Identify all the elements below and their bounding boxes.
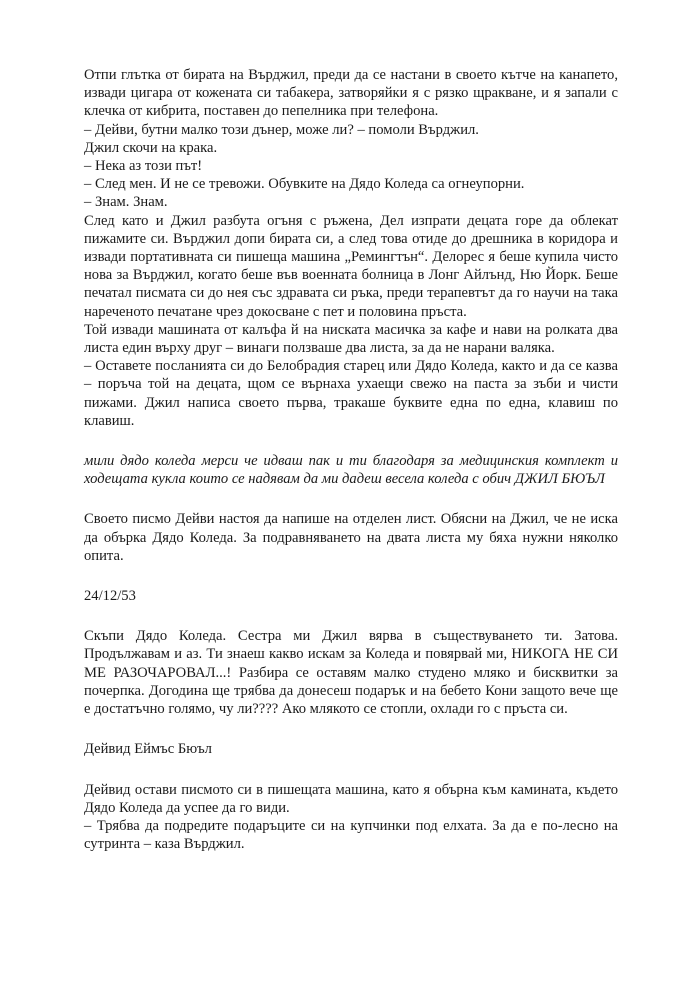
dialogue-line: – След мен. И не се тревожи. Обувките на Дядо Коледа са огнеупорни.: [84, 176, 525, 193]
paragraph: – Оставете посланията си до Белобрадия старец или Дядо Коледа, както и да се казва – поръча той на децата, щом се върнаха ухаещи свежо на паста за зъби и чисти пижами. Джил написа своето първа, тракаше буквите една по една, клавиш по клавиш.: [84, 358, 618, 429]
dialogue-line: – Трябва да подредите подаръците си на купчинки под елхата. За да е по-лесно на сутринта – каза Върджил.: [84, 817, 618, 853]
davey-letter: Скъпи Дядо Коледа. Сестра ми Джил вярва в съществуването ти. Затова. Продължавам и аз. Ти знаеш какво искам за Коледа и повярвай ми, НИКОГА НЕ СИ МЕ РАЗОЧАРОВАЛ...! Разбира се оставям малко студено мляко и бисквитки за почерпка. Догодина ще трябва да донесеш подарък и на бебето Кони защото вече ще е достатъчно голямо, чу ли???? Ако млякото се стопли, охлади го с пръста си.: [84, 628, 618, 718]
dialogue-line: – Дейви, бутни малко този дънер, може ли? – помоли Върджил.: [84, 121, 479, 138]
jill-letter: мили дядо коледа мерси че идваш пак и ти благодаря за медицинския комплект и ходещата кукла които се надявам да ми дадеш весела коледа с обич ДЖИЛ БЮЪЛ: [84, 453, 618, 488]
document-page: [84, 66, 618, 853]
paragraph: Дейвид остави писмото си в пишещата машина, като я обърна към камината, където Дядо Коледа да успее да го види.: [84, 781, 618, 816]
letter-signature: Дейвид Еймъс Бюъл: [84, 741, 212, 758]
paragraph: Джил скочи на крака.: [84, 139, 218, 156]
paragraph: Той извади машината от калъфа й на ниската масичка за кафе и нави на ролката два листа един върху друг – винаги ползваше два листа, за да не нарани валяка.: [84, 321, 618, 357]
letter-date: 24/12/53: [84, 588, 136, 605]
paragraph: Отпи глътка от бирата на Върджил, преди да се настани в своето кътче на канапето, извади цигара от кожената си табакера, затворяйки я с рязко щракване, и я запали с клечка от кибрита, поставен до пепелника при телефона.: [84, 67, 618, 120]
dialogue-line: – Знам. Знам.: [84, 194, 168, 211]
paragraph: Своето писмо Дейви настоя да напише на отделен лист. Обясни на Джил, че не иска да обърка Дядо Коледа. За подравняването на двата листа му бяха нужни няколко опита.: [84, 511, 618, 564]
paragraph: След като и Джил разбута огъня с ръжена, Дел изпрати децата горе да облекат пижамите си. Върджил допи бирата си, а след това отиде до дрешника в коридора и извади портативната си пишеща машина „Ремингтън“. Делорес я беше купила чисто нова за Върджил, когато беше във военната болница в Лонг Айлънд, Ню Йорк. Беше печатал писмата си до нея със здравата си ръка, преди терапевтът да го научи на така нареченото печатане чрез докосване с пет и половина пръста.: [84, 212, 618, 320]
dialogue-line: – Нека аз този път!: [84, 158, 203, 175]
